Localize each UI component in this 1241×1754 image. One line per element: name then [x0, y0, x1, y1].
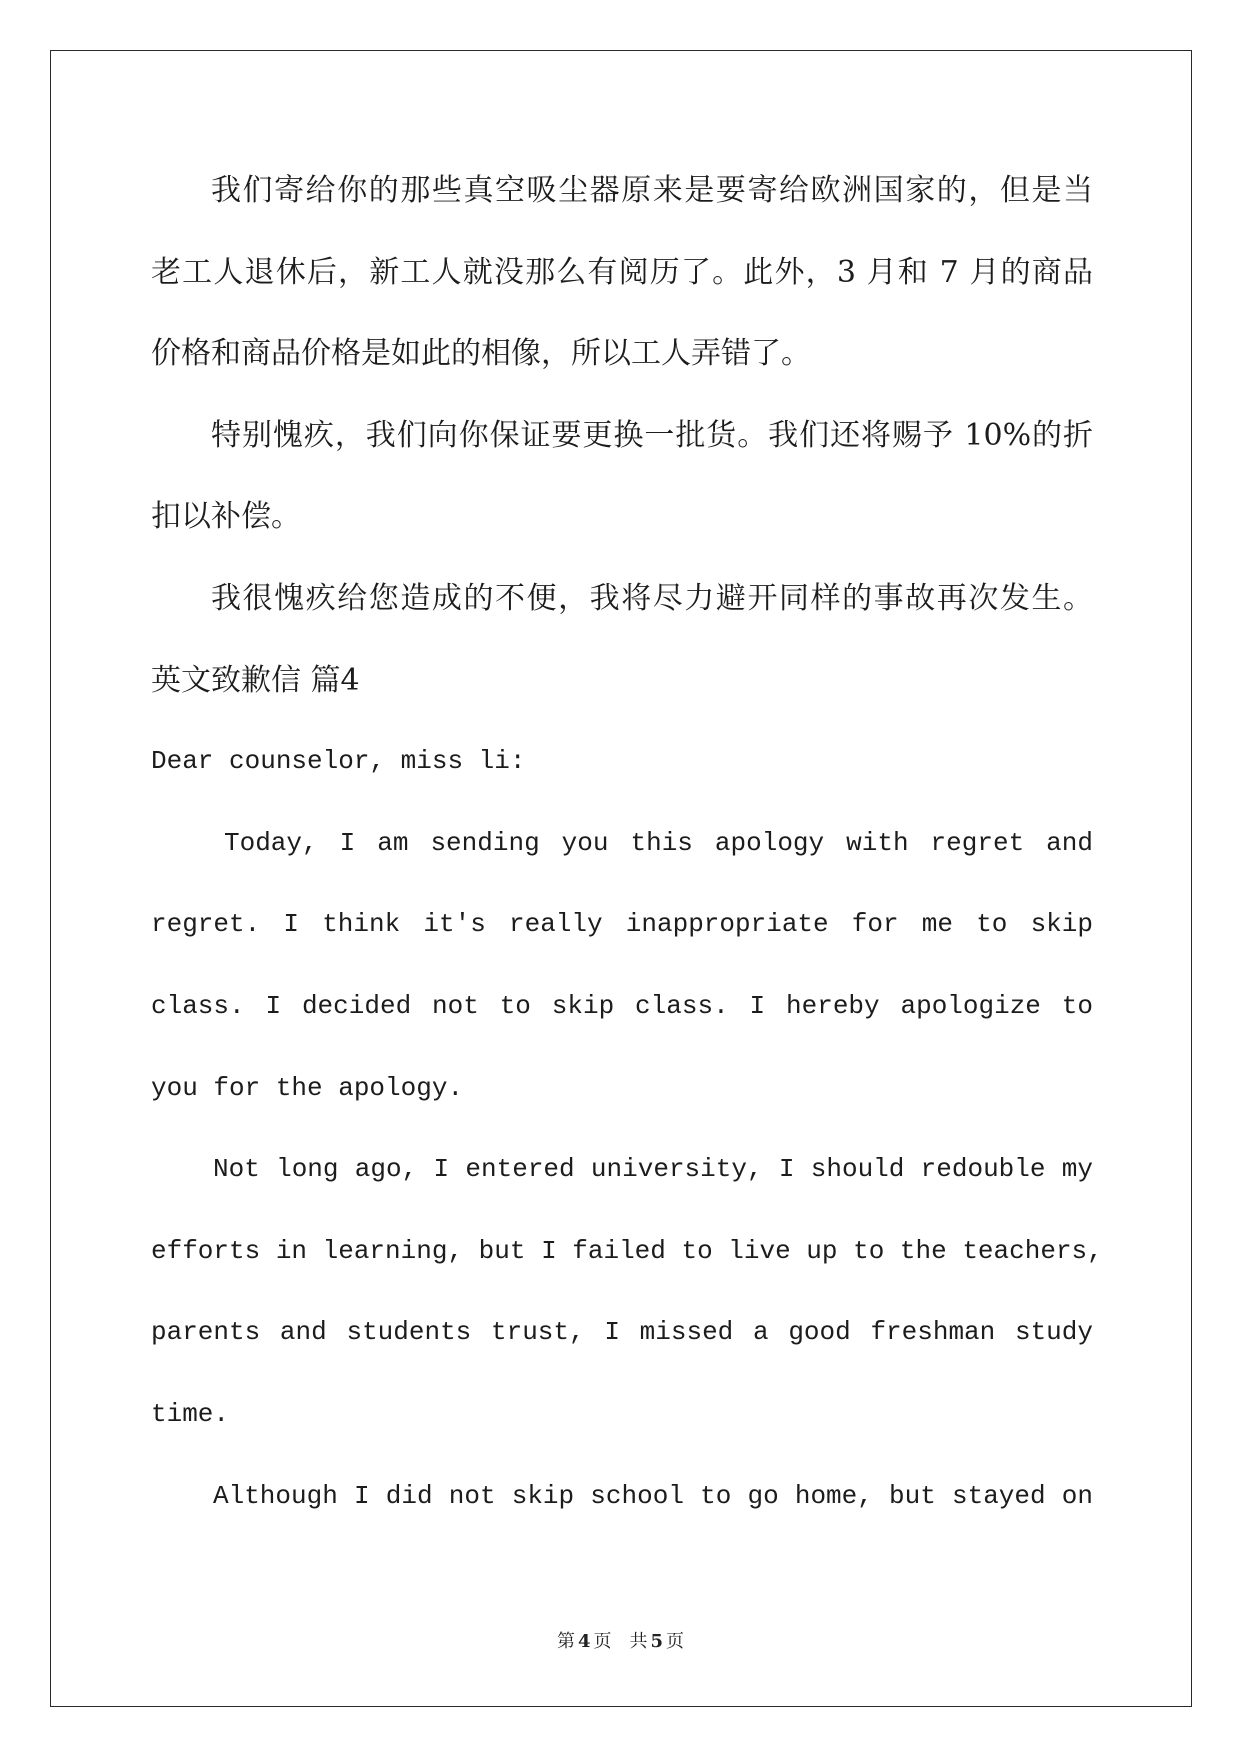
- en-line: you for the apology.: [151, 1072, 464, 1103]
- zh-line: 我很愧疚给您造成的不便，我将尽力避开同样的事故再次发生。: [211, 580, 1093, 616]
- en-line: time.: [151, 1398, 230, 1429]
- page-number: 4: [577, 1631, 591, 1652]
- en-line: Today, I am sending you this apology with regret and: [224, 827, 1093, 858]
- en-line: efforts in learning, but I failed to live up to the teachers,: [151, 1235, 1103, 1266]
- zh-line: 特别愧疚，我们向你保证要更换一批货。我们还将赐予 10%的折: [211, 417, 1093, 453]
- zh-line: 老工人退休后，新工人就没那么有阅历了。此外，3 月和 7 月的商品: [151, 254, 1093, 290]
- en-line: class. I decided not to skip class. I hereby apologize to: [151, 990, 1093, 1021]
- zh-line: 价格和商品价格是如此的相像，所以工人弄错了。: [151, 336, 811, 372]
- total-pages: 5: [650, 1631, 664, 1652]
- en-line: Although I did not skip school to go home, but stayed on: [213, 1480, 1093, 1511]
- en-line: parents and students trust, I missed a good freshman study: [151, 1317, 1093, 1348]
- section-heading: 英文致歉信 篇4: [151, 662, 360, 698]
- en-line: Not long ago, I entered university, I should redouble my: [213, 1154, 1093, 1185]
- page-prefix: 第: [556, 1631, 575, 1652]
- en-line: regret. I think it's really inappropriate for me to skip: [151, 909, 1093, 940]
- page-footer: [0, 1630, 1241, 1654]
- zh-line: 扣以补偿。: [151, 499, 301, 535]
- total-suffix: 页: [666, 1631, 685, 1652]
- page-suffix: 页: [593, 1631, 612, 1652]
- zh-line: 我们寄给你的那些真空吸尘器原来是要寄给欧洲国家的，但是当: [211, 173, 1093, 208]
- salutation: Dear counselor, miss li:: [151, 746, 526, 777]
- total-prefix: 共: [629, 1631, 648, 1652]
- document-body: [151, 150, 1103, 1537]
